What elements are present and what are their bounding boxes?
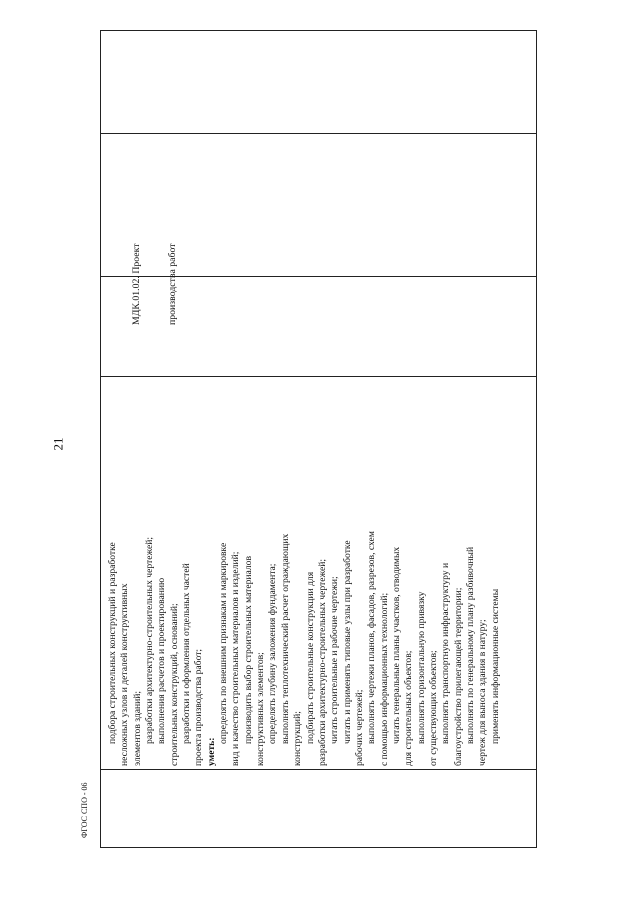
content-line: строительных конструкций, оснований; [168, 603, 180, 766]
content-line: разработки и оформления отдельных частей [181, 563, 193, 744]
content-line: проекта производства работ; [193, 648, 205, 766]
mdk-title-line: МДК.01.02. Проект [131, 243, 142, 325]
content-line: для строительных объектов; [403, 650, 415, 766]
content-line: вид и качество строительных материалов и изделий; [230, 551, 242, 766]
mdk-cell [107, 243, 203, 325]
content-line: с помощью информационных технологий; [378, 592, 390, 766]
content-line: читать генеральные планы участков, отводимых [390, 546, 402, 744]
content-line: рабочих чертежей; [353, 689, 365, 766]
content-line: выполнять транспортную инфраструктуру и [440, 562, 452, 744]
content-line: подбирать строительные конструкции для [304, 571, 316, 744]
content-line: благоустройство прилегающей территории; [452, 587, 464, 766]
mdk-title-line: производства работ [167, 243, 178, 325]
page-number: 21 [50, 437, 66, 451]
content-line: несложных узлов и деталей конструктивных [119, 583, 131, 766]
column-divider [101, 376, 536, 377]
content-line: уметь: [205, 737, 217, 766]
content-line: разработки архитектурно-строительных чертежей; [316, 558, 328, 766]
content-line: чертеж для выноса здания в натуру; [477, 619, 489, 766]
content-line: определять по внешним признакам и маркировке [218, 542, 230, 744]
content-line: конструктивных элементов; [255, 652, 267, 766]
content-line: читать и применять типовые узлы при разработке [341, 540, 353, 744]
content-line: производить выбор строительных материалов [242, 555, 254, 744]
column-divider [101, 769, 536, 770]
content-line: разработки архитектурно-строительных чертежей; [144, 536, 156, 744]
content-line: выполнять по генеральному плану разбивочный [464, 546, 476, 744]
table-frame [100, 30, 537, 848]
footer-code: ФГОС СПО - 06 [80, 782, 89, 838]
content-line: выполнять горизонтальную привязку [415, 591, 427, 744]
content-line: выполнять чертежи планов, фасадов, разрезов, схем [366, 531, 378, 744]
content-line: от существующих объектов; [427, 650, 439, 766]
column-divider [101, 133, 536, 134]
content-line: определять глубину заложения фундамента; [267, 563, 279, 744]
content-line: элементов зданий; [131, 690, 143, 766]
content-line: выполнения расчетов и проектированию [156, 577, 168, 744]
content-line: выполнять теплотехнический расчет ограждающих [279, 533, 291, 744]
content-line: читать строительные и рабочие чертежи; [329, 576, 341, 744]
competency-text-cell [107, 531, 502, 766]
content-line: применять информационные системы [489, 588, 501, 744]
content-line: подбора строительных конструкций и разработке [107, 542, 118, 744]
content-line: конструкций; [292, 711, 304, 766]
